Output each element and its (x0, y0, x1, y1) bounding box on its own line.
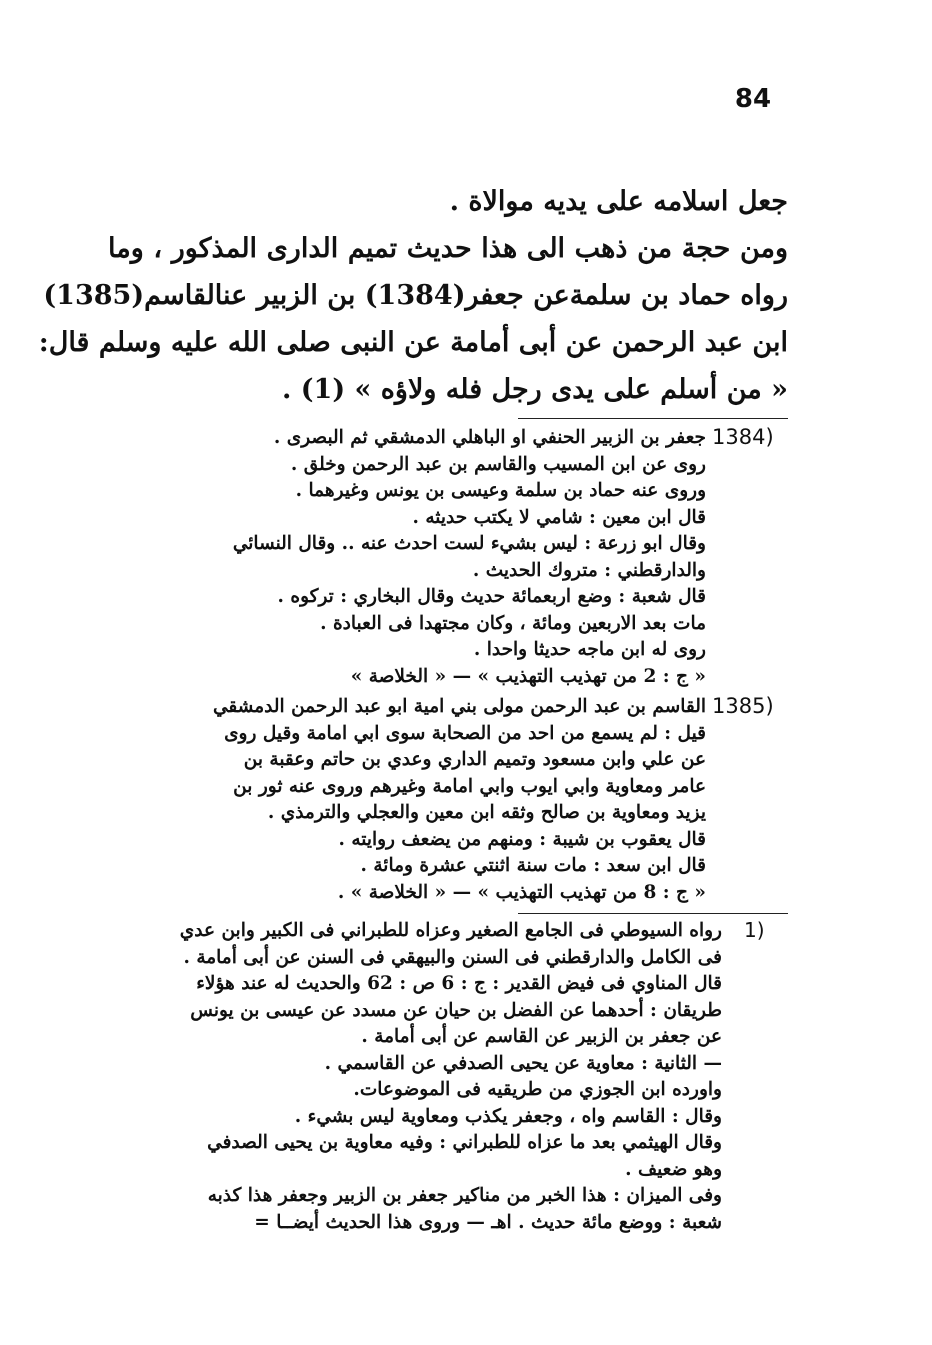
note-line: وقال ابو زرعة : ليس بشيء لست احدث عنه .. وقال النسائي (232, 533, 706, 554)
main-line: ابن عبد الرحمن عن أبى أمامة عن النبى صلى الله عليه وسلم قال: (38, 327, 788, 358)
note-line: « ج : 8 من تهذيب التهذيب » — « الخلاصة » . (337, 881, 706, 903)
page-number: 84 (734, 84, 772, 114)
footnote-line: شعبة : ووضع مائة حديث . اهـ — وروى هذا الحديث أيضــا = (254, 1211, 722, 1233)
footnote (108, 918, 788, 1236)
footnote-line: وقال : القاسم واه ، وجعفر يكذب ومعاوية ليس بشيء . (294, 1105, 722, 1127)
note-number: 1384) (712, 425, 774, 449)
notes-divider (518, 418, 788, 419)
main-line: « من أسلم على يدى رجل فله ولاؤه » (1) . (281, 374, 788, 405)
note-line: وروى عنه حماد بن سلمة وعيسى بن يونس وغيرهما . (295, 480, 706, 501)
main-line: جعل اسلامه على يديه موالاة . (449, 186, 788, 217)
main-line: ومن حجة من ذهب الى هذا حديث تميم الدارى المذكور ، وما (108, 233, 788, 264)
footnote-line: وفى الميزان : هذا الخبر من مناكير جعفر بن الزبير وجعفر هذا كذبه (207, 1185, 722, 1206)
footnote-line: فى الكامل والدارقطني فى السنن والبيهقي فى السنن عن أبى أمامة . (183, 946, 722, 968)
note-line: قال ابن معين : شامي لا يكتب حديثه . (412, 506, 706, 528)
main-text (38, 178, 788, 413)
main-line: رواه حماد بن سلمةعن جعفر(1384) بن الزبير عنالقاسم(1385) (43, 280, 788, 311)
footnote-number: 1) (744, 918, 765, 942)
footnote-line: عن جعفر بن الزبير عن القاسم عن أبى أمامة . (361, 1026, 722, 1047)
footnote-line: وهو ضعيف . (625, 1158, 722, 1180)
note-1385 (108, 694, 788, 906)
note-line: يزيد ومعاوية بن صالح وثقه ابن معين والعجلي والترمذي . (267, 802, 706, 823)
note-line: مات بعد الاربعين ومائة ، وكان مجتهدا فى العبادة . (320, 612, 706, 634)
note-line: عامر ومعاوية وابي ايوب وابي امامة وغيرهم وروى عنه ثور بن (233, 775, 706, 797)
note-line: عن علي وابن مسعود وتميم الداري وعدي بن حاتم وعقبة بن (243, 749, 706, 770)
footnote-line: طريقان : أحدهما عن الفضل بن حيان عن مسدد عن عيسى بن يونس (190, 999, 722, 1021)
footnote-divider (518, 913, 788, 914)
note-line: روى عن ابن المسيب والقاسم بن عبد الرحمن وخلق . (290, 453, 706, 475)
note-line: جعفر بن الزبير الحنفي او الباهلي الدمشقي ثم البصرى . (273, 427, 706, 448)
footnote-line: رواه السيوطي فى الجامع الصغير وعزاه للطبراني فى الكبير وابن عدي (179, 920, 722, 941)
note-number: 1385) (712, 694, 774, 718)
footnote-line: قال المناوي فى فيض القدير : ج : 6 ص : 62 والحديث له عند هؤلاء (196, 973, 722, 994)
note-line: والدارقطني : متروك الحديث . (472, 559, 706, 581)
note-line: « ج : 2 من تهذيب التهذيب » — « الخلاصة » (350, 665, 706, 687)
note-line: قال يعقوب بن شيبة : ومنهم من يضعف روايته . (338, 828, 706, 850)
biographical-notes (108, 425, 788, 910)
note-line: قيل : لم يسمع من احد من الصحابة سوى ابي امامة وقيل روى (224, 722, 706, 744)
note-line: روى له ابن ماجه حديثا واحدا . (473, 639, 706, 660)
footnote-line: — الثانية : معاوية عن يحيى الصدفي عن القاسمي . (324, 1052, 722, 1074)
note-line: قال شعبة : وضع اربعمائة حديث وقال البخاري : تركوه . (277, 586, 706, 607)
footnote-line: وقال الهيثمي بعد ما عزاه للطبراني : وفيه معاوية بن يحيى الصدفي (207, 1132, 722, 1153)
note-line: القاسم بن عبد الرحمن مولى بني امية ابو عبد الرحمن الدمشقي (212, 696, 706, 717)
footnote-line: واورده ابن الجوزي من طريقيه فى الموضوعات. (353, 1079, 722, 1100)
note-1384 (108, 425, 788, 690)
note-line: قال ابن سعد : مات سنة اثنتي عشرة ومائة . (360, 855, 706, 876)
